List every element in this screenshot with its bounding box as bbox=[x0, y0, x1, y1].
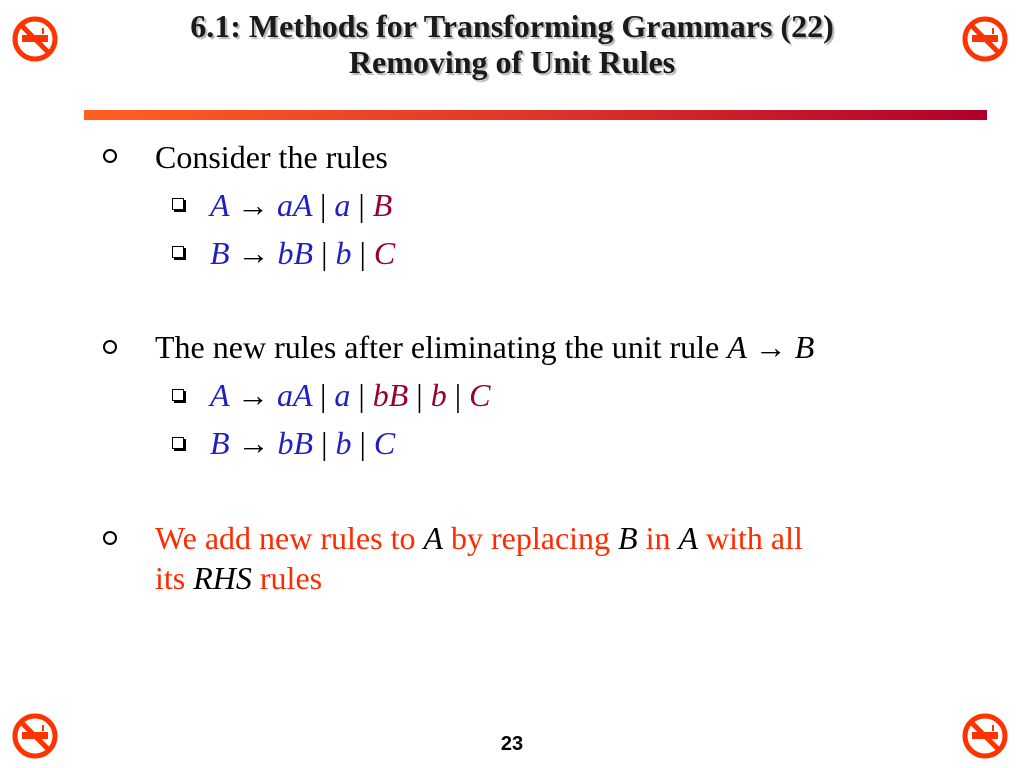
rule-alt: bB bbox=[277, 425, 314, 461]
rule-sep: | bbox=[416, 377, 423, 413]
rule-sep: | bbox=[359, 235, 366, 271]
bullet-text: Consider the rules bbox=[155, 139, 388, 175]
page-number: 23 bbox=[500, 733, 524, 755]
sub-bullet-marker bbox=[172, 198, 184, 210]
grammar-rule bbox=[210, 425, 395, 461]
rule-alt: a bbox=[334, 377, 351, 413]
bullet-text-continuation bbox=[155, 560, 322, 596]
nonterminal: A bbox=[678, 520, 699, 556]
nonterminal: A bbox=[423, 520, 443, 556]
bullet-marker bbox=[103, 340, 117, 354]
sub-bullet-marker bbox=[172, 437, 184, 449]
rule-alt-new: C bbox=[469, 377, 491, 413]
bullet-text bbox=[155, 329, 814, 365]
rule-alt: a bbox=[334, 187, 351, 223]
rule-lhs: B bbox=[210, 235, 230, 271]
grammar-rule bbox=[210, 377, 490, 413]
rule-arrow: → bbox=[237, 235, 270, 271]
rule-alt: b bbox=[335, 425, 352, 461]
rule-alt-unit: B bbox=[372, 187, 393, 223]
rule-alt-new: b bbox=[430, 377, 447, 413]
bullet-marker bbox=[103, 149, 117, 163]
nonterminal: B bbox=[618, 520, 638, 556]
grammar-rule bbox=[210, 187, 392, 223]
bullet-text-part: by replacing bbox=[451, 520, 611, 556]
bullet-text-part: its bbox=[155, 560, 186, 596]
rule-arrow: → bbox=[236, 187, 269, 223]
rule-arrow: → bbox=[237, 425, 270, 461]
slide-title-line2: Removing of Unit Rules bbox=[348, 44, 676, 80]
grammar-rule bbox=[210, 235, 395, 271]
rule-sep: | bbox=[319, 377, 327, 413]
rule-alt: aA bbox=[276, 377, 312, 413]
rule-lhs: A bbox=[210, 187, 229, 223]
slide-title-line1: 6.1: Methods for Transforming Grammars (22) bbox=[190, 8, 834, 44]
rule-sep: | bbox=[454, 377, 462, 413]
rhs-term: RHS bbox=[193, 560, 252, 596]
bullet-text-part: with all bbox=[706, 520, 803, 556]
rule-alt: b bbox=[335, 235, 352, 271]
unit-rule-lhs: A bbox=[727, 329, 747, 365]
rule-sep: | bbox=[359, 425, 366, 461]
sub-bullet-marker bbox=[172, 389, 184, 401]
rule-lhs: A bbox=[210, 377, 229, 413]
rule-sep: | bbox=[358, 377, 365, 413]
bullet-text-part: in bbox=[645, 520, 671, 556]
sub-bullet-marker bbox=[172, 246, 184, 258]
rule-arrow: → bbox=[236, 377, 269, 413]
rule-sep: | bbox=[319, 187, 327, 223]
rule-alt-new: bB bbox=[372, 377, 409, 413]
unit-rule-rhs: B bbox=[794, 329, 815, 365]
bullet-text-part: We add new rules to bbox=[155, 520, 416, 556]
bullet-text-main: The new rules after eliminating the unit rule bbox=[155, 329, 720, 365]
bullet-text-part: rules bbox=[259, 560, 323, 596]
rule-lhs: B bbox=[210, 425, 230, 461]
rule-sep: | bbox=[321, 425, 328, 461]
rule-alt: C bbox=[373, 425, 396, 461]
rule-alt: bB bbox=[277, 235, 314, 271]
rule-sep: | bbox=[321, 235, 328, 271]
rule-alt-unit: C bbox=[373, 235, 396, 271]
rule-sep: | bbox=[358, 187, 365, 223]
bullet-marker bbox=[103, 531, 117, 545]
bullet-text bbox=[155, 520, 803, 556]
unit-rule-arrow: → bbox=[754, 329, 787, 365]
rule-alt: aA bbox=[276, 187, 312, 223]
